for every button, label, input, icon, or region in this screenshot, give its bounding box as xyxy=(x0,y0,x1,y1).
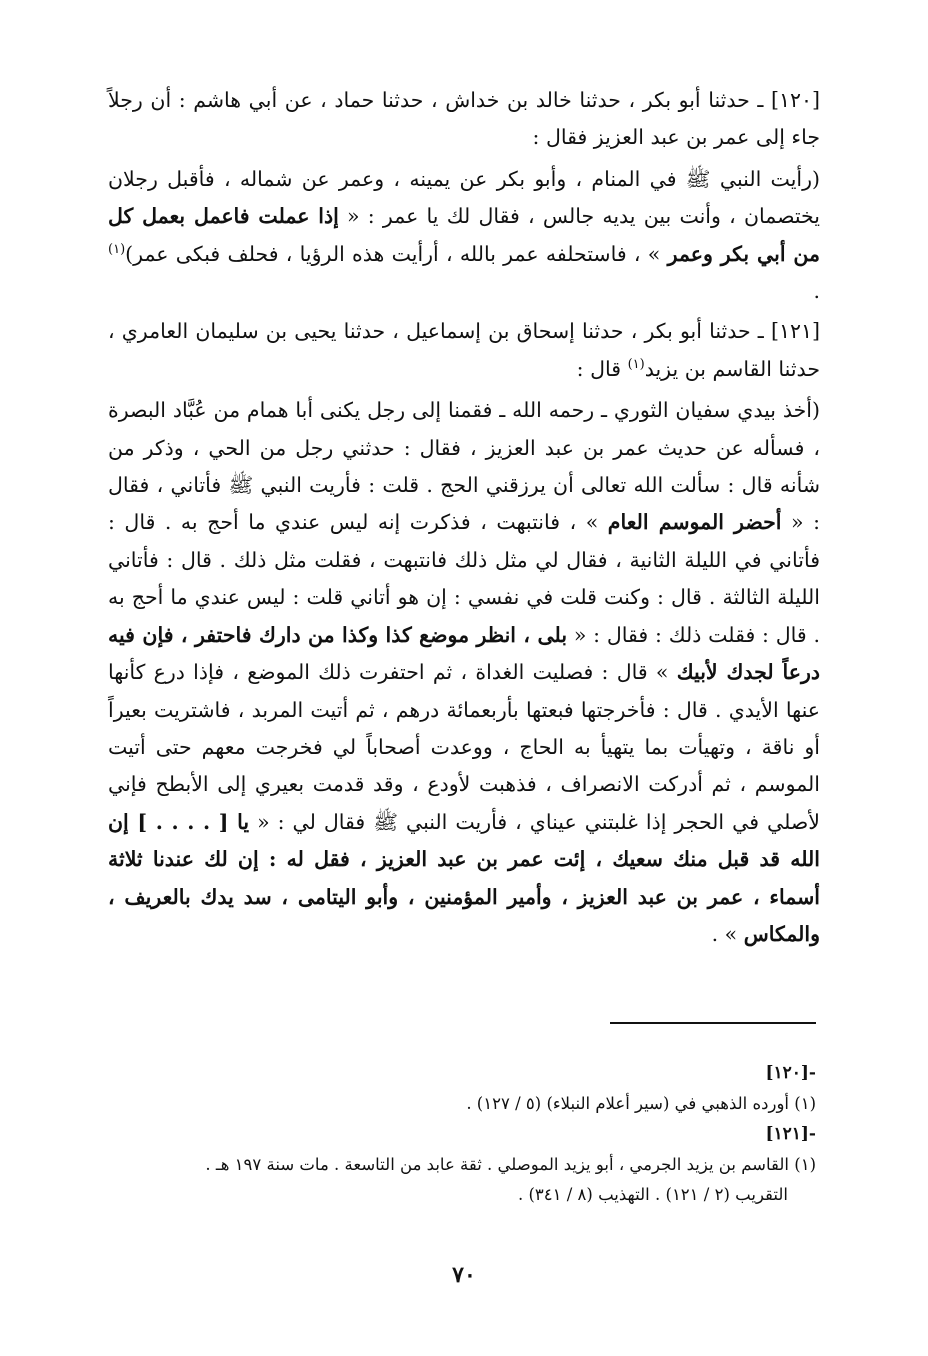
hadith-121-bold-b: بلى ، انظر موضع كذا وكذا من دارك فاحتفر ، فإن فيه درعاً لجدك لأبيك xyxy=(108,622,820,685)
footnote-mark: (١) xyxy=(108,241,126,257)
page-number: ٧٠ xyxy=(452,1262,476,1288)
hadith-121-text-end: » . xyxy=(711,921,744,946)
hadith-121-intro-b: قال : xyxy=(576,356,628,381)
footnote-120-1: (١) أورده الذهبي في (سير أعلام النبلاء) (٥ / ١٢٧) . xyxy=(466,1093,816,1113)
hadith-121-text-b: » ، فانتبهت ، فذكرت إنه ليس عندي ما أحج به . قال : فأتاني في الليلة الثانية ، فقال لي مثل ذلك فانتبهت ، فقلت مثل ذلك . قال : فأتاني الليلة الثالثة . قال : وكنت قلت في نفسي : إن هو أتاني قلت : ليس عندي ما أحج به . قال : فقلت ذلك : فقال : « xyxy=(108,510,820,647)
main-text xyxy=(108,82,820,956)
hadith-121-bold-a: أحضر الموسم العام xyxy=(607,510,782,535)
footnotes xyxy=(116,1058,816,1211)
hadith-120-text xyxy=(108,161,820,311)
hadith-120-bold-a: إذا عملت فاعمل بعمل كل من أبي بكر وعمر xyxy=(108,204,820,266)
hadith-120-text-a: (رأيت النبي ﷺ في المنام ، وأبو بكر عن يمينه ، وعمر عن شماله ، فأقبل رجلان يختصمان ، وأنت بين يديه جالس ، فقال لك يا عمر : « xyxy=(108,166,820,229)
hadith-121-intro xyxy=(108,313,820,388)
hadith-121-bold-c: يا [ . . . . ] إن الله قد قبل منك سعيك ، إئت عمر بن عبد العزيز ، فقل له : إن لك عندنا ثلاثة أسماء ، عمر بن عبد العزيز ، وأمير المؤمنين ، وأبو اليتامى ، سد يدك بالعريف ، والمكاس xyxy=(108,809,820,946)
hadith-121-text xyxy=(108,392,820,953)
footnote-121-1-continued: التقريب (٢ / ١٢١) . التهذيب (٨ / ٣٤١) . xyxy=(517,1185,788,1204)
footnote-mark: (١) xyxy=(627,357,645,373)
hadith-120-text-end: . xyxy=(813,279,820,304)
hadith-121-text-c: » قال : فصليت الغداة ، ثم احتفرت ذلك الموضع ، فإذا درع كأنها عنها الأيدي . قال : فأخرجتها فبعتها بأربعمائة درهم ، ثم أتيت المربد ، فاشتريت بعيراً أو ناقة ، وتهيأت بما يتهيأ به الحاج ، ووعدت أصحاباً لي فخرجت معهم حتى أتيت الموسم ، ثم أدركت الانصراف ، فذهبت لأودع ، وقد قدمت بعيري إلى الأبطح فإني لأصلي في الحجر إذا غلبتني عيناي ، فأريت النبي ﷺ فقال لي : « xyxy=(108,660,820,834)
hadith-121-intro-a: [١٢١] ـ حدثنا أبو بكر ، حدثنا إسحاق بن إسماعيل ، حدثنا يحيى بن سليمان العامري ، حدثنا القاسم بن يزيد xyxy=(108,319,820,381)
hadith-120-intro xyxy=(108,82,820,157)
footnote-121-1: (١) القاسم بن يزيد الجرمي ، أبو يزيد الموصلي . ثقة عابد من التاسعة . مات سنة ١٩٧ هـ . xyxy=(205,1154,816,1174)
hadith-121-text-a: (أخذ بيدي سفيان الثوري ـ رحمه الله ـ فقمنا إلى رجل يكنى أبا همام من عُبَّاد البصرة ، فسأله عن حديث عمر بن عبد العزيز ، فقال : حدثني رجل من الحي ، وذكر من شأنه قال : سألت الله تعالى أن يرزقني الحج . قلت : فأريت النبي ﷺ فأتاني ، فقال : « xyxy=(108,398,820,535)
hadith-120-text-b: » ، فاستحلفه عمر بالله ، أرأيت هذه الرؤيا ، فحلف فبكى عمر) xyxy=(125,241,668,266)
footnote-heading-120: -[١٢٠] xyxy=(765,1063,816,1083)
footnote-heading-121: -[١٢١] xyxy=(765,1124,816,1144)
footnote-divider xyxy=(610,1022,816,1024)
hadith-120-intro-text: [١٢٠] ـ حدثنا أبو بكر ، حدثنا خالد بن خداش ، حدثنا حماد ، عن أبي هاشم : أن رجلاً جاء إلى عمر بن عبد العزيز فقال : xyxy=(108,88,820,150)
